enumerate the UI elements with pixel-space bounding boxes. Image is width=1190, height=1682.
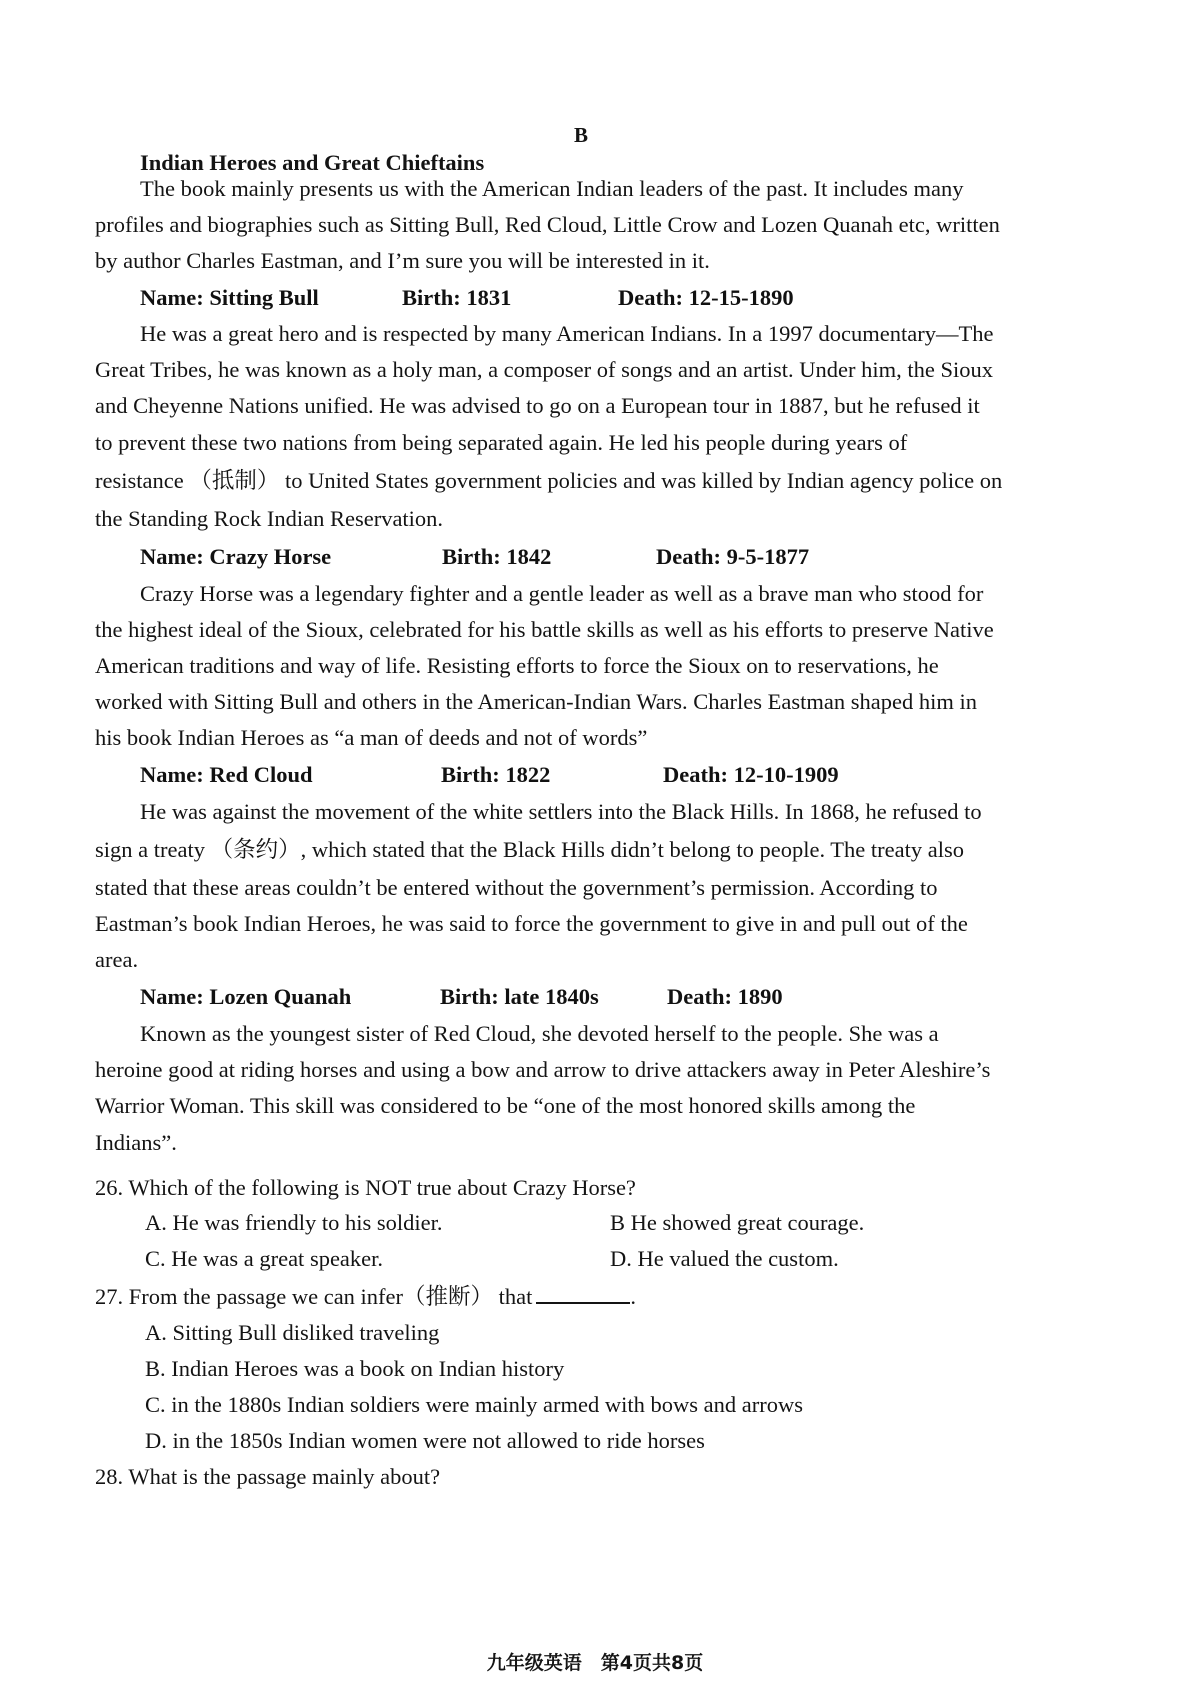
profile-text-line: Known as the youngest sister of Red Cloud, she devoted herself to the people. She was a xyxy=(140,1021,939,1046)
answer-option: D. in the 1850s Indian women were not allowed to ride horses xyxy=(145,1428,705,1453)
profile-text-line: worked with Sitting Bull and others in the American-Indian Wars. Charles Eastman shaped him in xyxy=(95,689,977,714)
profile-birth: Birth: 1842 xyxy=(442,544,552,569)
profile-text-line: his book Indian Heroes as “a man of deeds and not of words” xyxy=(95,725,648,750)
answer-option: B He showed great courage. xyxy=(610,1210,865,1235)
profile-death: Death: 9-5-1877 xyxy=(656,544,810,569)
profile-text-line: Warrior Woman. This skill was considered to be “one of the most honored skills among the xyxy=(95,1093,916,1118)
intro-line: profiles and biographies such as Sitting Bull, Red Cloud, Little Crow and Lozen Quanah etc, written xyxy=(95,212,1000,237)
answer-option: D. He valued the custom. xyxy=(610,1246,839,1271)
profile-text-line: sign a treaty （条约）, which stated that the Black Hills didn’t belong to people. The treaty also xyxy=(95,837,964,862)
profile-birth: Birth: 1822 xyxy=(441,762,551,787)
profile-name: Name: Lozen Quanah xyxy=(140,984,352,1009)
profile-text-line: American traditions and way of life. Resisting efforts to force the Sioux on to reservations, he xyxy=(95,653,939,678)
profile-text-line: resistance （抵制） to United States government policies and was killed by Indian agency police on xyxy=(95,468,1003,493)
profile-text-line: stated that these areas couldn’t be entered without the government’s permission. According to xyxy=(95,875,938,900)
profile-name: Name: Red Cloud xyxy=(140,762,313,787)
section-label: B xyxy=(574,123,589,147)
profile-name: Name: Sitting Bull xyxy=(140,285,319,310)
profile-text-line: to prevent these two nations from being separated again. He led his people during years of xyxy=(95,430,908,455)
profile-text-line: heroine good at riding horses and using a bow and arrow to drive attackers away in Peter Aleshire’s xyxy=(95,1057,991,1082)
question-stem-row xyxy=(95,1282,636,1311)
profile-name: Name: Crazy Horse xyxy=(140,544,332,569)
profile-birth: Birth: 1831 xyxy=(402,285,512,310)
answer-option: A. He was friendly to his soldier. xyxy=(145,1210,443,1235)
profile-text-line: the Standing Rock Indian Reservation. xyxy=(95,506,444,531)
answer-option: C. He was a great speaker. xyxy=(145,1246,384,1271)
profile-text-line: Crazy Horse was a legendary fighter and a gentle leader as well as a brave man who stood for xyxy=(140,581,984,606)
profile-death: Death: 12-15-1890 xyxy=(618,285,794,310)
intro-line: The book mainly presents us with the American Indian leaders of the past. It includes many xyxy=(140,176,964,201)
profile-text-line: the highest ideal of the Sioux, celebrated for his battle skills as well as his efforts to preserve Native xyxy=(95,617,994,642)
profile-text-line: area. xyxy=(95,947,139,972)
profile-text-line: He was against the movement of the white settlers into the Black Hills. In 1868, he refused to xyxy=(140,799,982,824)
profile-birth: Birth: late 1840s xyxy=(440,984,599,1009)
answer-option: C. in the 1880s Indian soldiers were mainly armed with bows and arrows xyxy=(145,1392,803,1417)
page-footer: 九年级英语 第4页共8页 xyxy=(486,1652,704,1674)
answer-option: B. Indian Heroes was a book on Indian history xyxy=(145,1356,565,1381)
profile-death: Death: 1890 xyxy=(667,984,783,1009)
answer-blank xyxy=(536,1282,630,1304)
profile-text-line: Indians”. xyxy=(95,1130,177,1155)
question-stem: 28. What is the passage mainly about? xyxy=(95,1464,441,1489)
profile-text-line: Great Tribes, he was known as a holy man, a composer of songs and an artist. Under him, the Sioux xyxy=(95,357,993,382)
question-stem: 26. Which of the following is NOT true about Crazy Horse? xyxy=(95,1175,636,1200)
profile-text-line: Eastman’s book Indian Heroes, he was said to force the government to give in and pull out of the xyxy=(95,911,968,936)
profile-death: Death: 12-10-1909 xyxy=(663,762,839,787)
question-stem: 27. From the passage we can infer（推断） that xyxy=(95,1284,533,1309)
passage-title: Indian Heroes and Great Chieftains xyxy=(140,150,485,175)
answer-option: A. Sitting Bull disliked traveling xyxy=(145,1320,440,1345)
profile-text-line: He was a great hero and is respected by many American Indians. In a 1997 documentary—The xyxy=(140,321,994,346)
profile-text-line: and Cheyenne Nations unified. He was advised to go on a European tour in 1887, but he refused it xyxy=(95,393,980,418)
intro-line: by author Charles Eastman, and I’m sure you will be interested in it. xyxy=(95,248,710,273)
question-stem-end: . xyxy=(630,1284,637,1309)
